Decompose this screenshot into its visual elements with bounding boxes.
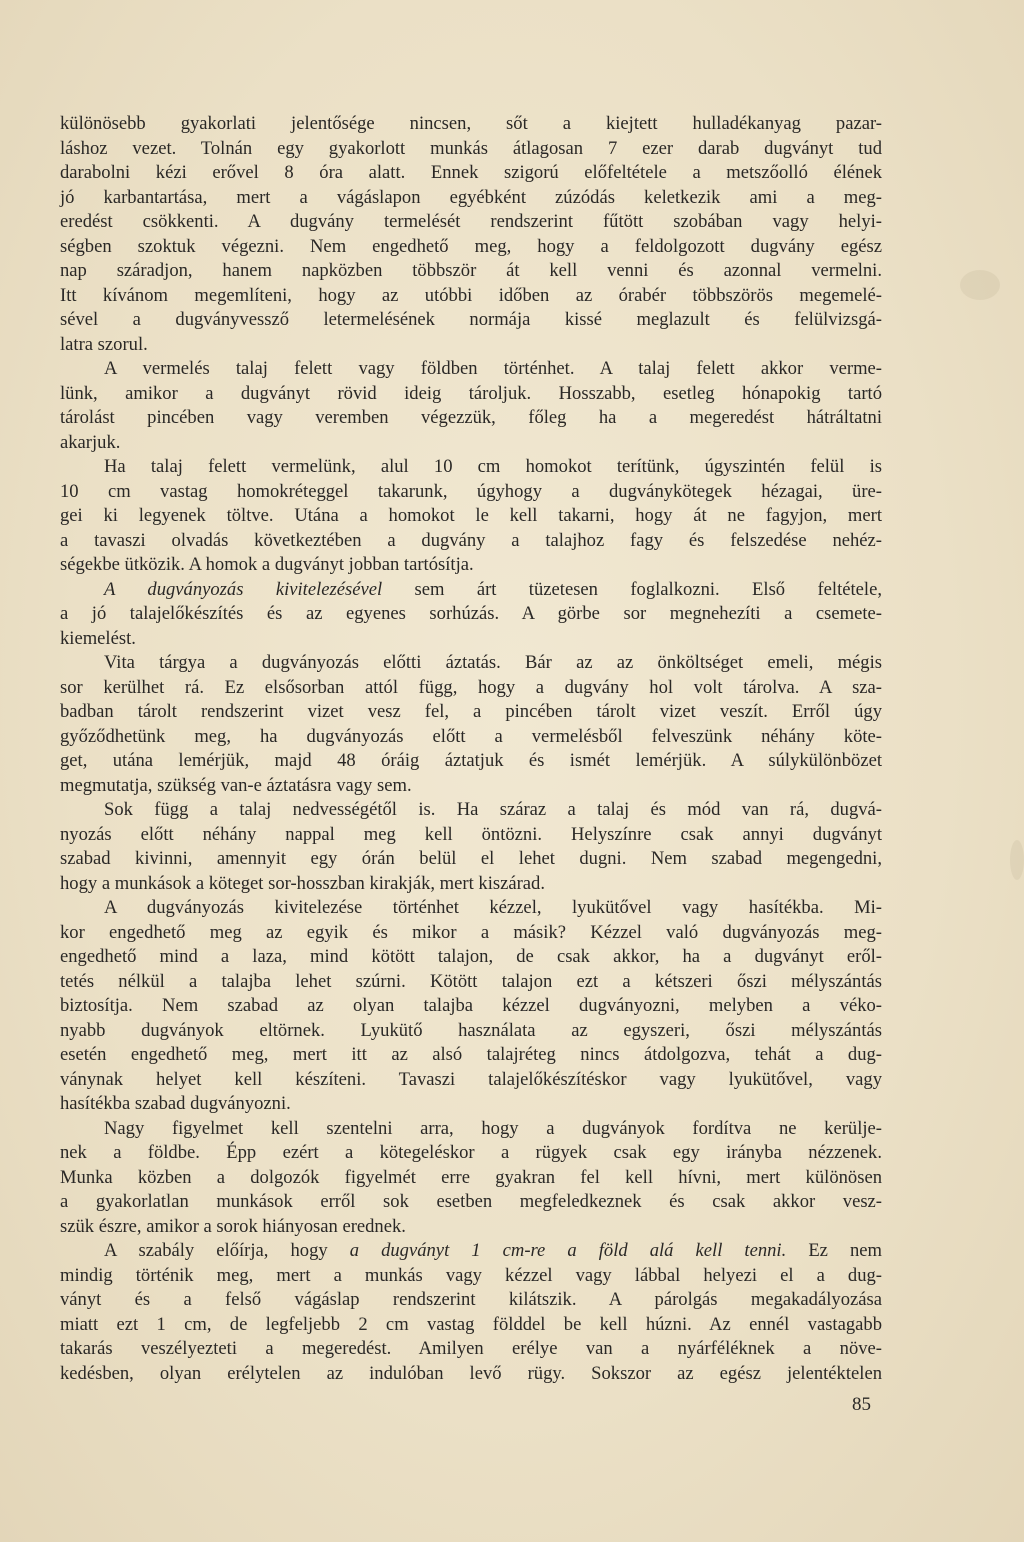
text-line: kor engedhető meg az egyik és mikor a másik? Kézzel való dugványozás meg- — [60, 921, 882, 943]
text-line: ségben szoktuk végezni. Nem engedhető meg, hogy a feldolgozott dugvány egész — [60, 235, 882, 257]
text-line: A vermelés talaj felett vagy földben történhet. A talaj felett akkor verme- — [104, 358, 882, 379]
text-line: A dugványozás kivitelezése történhet kézzel, lyukütővel vagy hasítékba. Mi- — [104, 897, 882, 918]
page-number: 85 — [852, 1394, 871, 1415]
italic-phrase: a dugványt 1 cm-re a föld alá kell tenni. — [349, 1240, 787, 1261]
text-line: darabolni kézi erővel 8 óra alatt. Ennek szigorú előfeltétele a metszőolló élének — [60, 162, 882, 183]
text-line: hogy a munkások a köteget sor-hosszban kirakják, mert kiszárad. — [60, 872, 545, 894]
text-line: lünk, amikor a dugványt rövid ideig tároljuk. Hosszabb, esetleg hónapokig tartó — [60, 382, 882, 404]
text-line: eredést csökkenti. A dugvány termelését rendszerint fűtött szobában vagy helyi- — [60, 211, 882, 232]
text-line: különösebb gyakorlati jelentősége nincsen, sőt a kiejtett hulladékanyag pazar- — [60, 113, 882, 134]
text-line: Vita tárgya a dugványozás előtti áztatás. Bár az az önköltséget emeli, mégis — [104, 652, 882, 673]
text-line: ványnak helyet kell készíteni. Tavaszi talajelőkészítéskor vagy lyukütővel, vagy — [60, 1068, 882, 1090]
text-line: nyabb dugványok eltörnek. Lyukütő használata az egyszeri, őszi mélyszántás — [60, 1019, 882, 1041]
text-line: láshoz vezet. Tolnán egy gyakorlott munkás átlagosan 7 ezer darab dugványt tud — [60, 137, 882, 159]
italic-phrase: A dugványozás kivitelezésével — [104, 578, 383, 600]
paper-stain — [960, 270, 1000, 300]
text-line: tetés nélkül a talajba lehet szúrni. Kötött talajon ezt a kétszeri őszi mélyszántás — [60, 970, 882, 992]
book-page-body — [60, 112, 882, 1386]
text-line: ségekbe ütközik. A homok a dugványt jobban tartósítja. — [60, 554, 474, 575]
text-line: engedhető mind a laza, mind kötött talajon, de csak akkor, ha a dugványt eről- — [60, 946, 882, 967]
text-line: latra szorul. — [60, 333, 148, 355]
text-run: sem árt tüzetesen foglalkozni. Első feltétele, — [382, 578, 882, 600]
text-line: biztosítja. Nem szabad az olyan talajba kézzel dugványozni, melyben a véko- — [60, 995, 882, 1016]
text-line: Ha talaj felett vermelünk, alul 10 cm homokot terítünk, úgyszintén felül is — [104, 456, 882, 477]
text-line: mindig történik meg, mert a munkás vagy kézzel vagy lábbal helyezi el a dug- — [60, 1264, 882, 1286]
text-line: a jó talajelőkészítés és az egyenes sorhúzás. A görbe sor megnehezíti a csemete- — [60, 603, 882, 624]
text-line: badban tárolt rendszerint vizet vesz fel, a pincében tárolt vizet veszít. Erről úgy — [60, 701, 882, 722]
text-line: jó karbantartása, mert a vágáslapon egyébként zúzódás keletkezik ami a meg- — [60, 186, 882, 208]
text-line: Munka közben a dolgozók figyelmét erre gyakran fel kell hívni, mert különösen — [60, 1166, 882, 1188]
text-line: hasítékba szabad dugványozni. — [60, 1093, 291, 1114]
text-line: tárolást pincében vagy veremben végezzük, főleg ha a megeredést hátráltatni — [60, 407, 882, 428]
text-line: 10 cm vastag homokréteggel takarunk, úgyhogy a dugványkötegek hézagai, üre- — [60, 480, 882, 502]
text-line: nap száradjon, hanem napközben többször át kell venni és azonnal vermelni. — [60, 260, 882, 281]
text-line: szabad kivinni, amennyit egy órán belül el lehet dugni. Nem szabad megengedni, — [60, 848, 882, 869]
text-line: takarás veszélyezteti a megeredést. Amilyen erélye van a nyárféléknek a növe- — [60, 1338, 882, 1359]
text-line — [60, 1239, 882, 1264]
text-line: nek a földbe. Épp ezért a kötegeléskor a rügyek csak egy irányba nézzenek. — [60, 1142, 882, 1163]
text-run: A szabály előírja, hogy — [104, 1240, 350, 1261]
text-line: miatt ezt 1 cm, de legfeljebb 2 cm vastag földdel be kell húzni. Az ennél vastagabb — [60, 1313, 882, 1335]
text-line — [60, 578, 882, 603]
text-line: ványt és a felső vágáslap rendszerint kilátszik. A párolgás megakadályozása — [60, 1289, 882, 1310]
text-line: szük észre, amikor a sorok hiányosan erednek. — [60, 1215, 406, 1237]
text-line: a gyakorlatlan munkások erről sok esetben megfeledkeznek és csak akkor vesz- — [60, 1191, 882, 1212]
text-run: Ez nem — [786, 1240, 883, 1261]
text-line: Sok függ a talaj nedvességétől is. Ha száraz a talaj és mód van rá, dugvá- — [104, 799, 882, 820]
text-line: a tavaszi olvadás következtében a dugvány a talajhoz fagy és felszedése nehéz- — [60, 529, 882, 551]
text-line: győződhetünk meg, ha dugványozás előtt a vermelésből felveszünk néhány köte- — [60, 725, 882, 747]
text-line: Itt kívánom megemlíteni, hogy az utóbbi időben az órabér többszörös megemelé- — [60, 284, 882, 306]
text-line: kiemelést. — [60, 627, 136, 649]
text-line: megmutatja, szükség van-e áztatásra vagy sem. — [60, 774, 412, 796]
text-line: Nagy figyelmet kell szentelni arra, hogy a dugványok fordítva ne kerülje- — [104, 1117, 882, 1139]
text-line: akarjuk. — [60, 431, 121, 453]
text-line: sével a dugványvessző letermelésének normája kissé meglazult és felülvizsgá- — [60, 309, 882, 330]
text-line: kedésben, olyan erélytelen az indulóban levő rügy. Sokszor az egész jelentéktelen — [60, 1362, 882, 1384]
text-line: get, utána lemérjük, majd 48 óráig áztatjuk és ismét lemérjük. A súlykülönbözet — [60, 750, 882, 771]
text-line: gei ki legyenek töltve. Utána a homokot le kell takarni, hogy át ne fagyjon, mert — [60, 505, 882, 526]
text-line: sor kerülhet rá. Ez elsősorban attól függ, hogy a dugvány hol volt tárolva. A sza- — [60, 676, 882, 698]
paper-stain — [1010, 840, 1024, 880]
text-line: esetén engedhető meg, mert itt az alsó talajréteg nincs átdolgozva, tehát a dug- — [60, 1044, 882, 1065]
text-line: nyozás előtt néhány nappal meg kell öntözni. Helyszínre csak annyi dugványt — [60, 823, 882, 845]
